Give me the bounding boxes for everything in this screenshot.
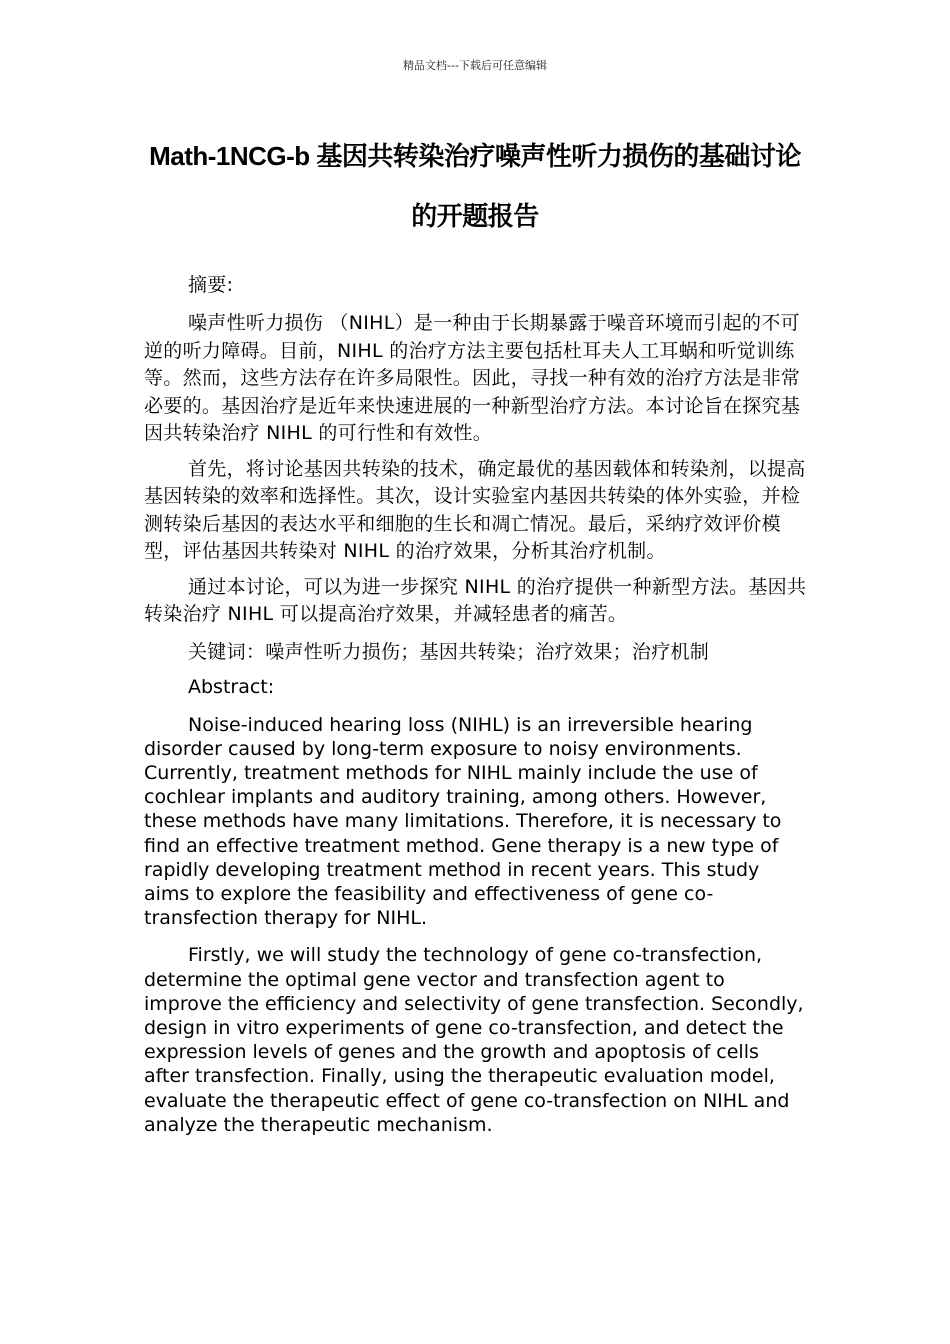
abstract-en-label: Abstract: (188, 675, 275, 698)
abstract-cn-label: 摘要: (188, 274, 234, 296)
abstract-en-paragraph: Firstly, we will study the technology of gene co-transfection, determine the optimal gene vector and transfection agent to improve the efficiency and selectivity of gene transfection. Secondly, design in vitro experiments of gene co-transfection, and detect the expression levels of genes and the growth and apoptosis of cells after transfection. Finally, using the therapeutic evaluation model, evaluate the therapeutic effect of gene co-transfection on NIHL and analyze the therapeutic mechanism. (144, 944, 804, 1136)
abstract-cn-paragraph: 通过本讨论，可以为进一步探究 NIHL 的治疗提供一种新型方法。基因共转染治疗 NIHL 可以提高治疗效果，并减轻患者的痛苦。 (144, 575, 807, 625)
abstract-cn-paragraph: 首先，将讨论基因共转染的技术，确定最优的基因载体和转染剂，以提高基因转染的效率和选择性。其次，设计实验室内基因共转染的体外实验，并检测转染后基因的表达水平和细胞的生长和凋亡情况。最后，采纳疗效评价模型，评估基因共转染对 NIHL 的治疗效果，分析其治疗机制。 (144, 457, 806, 562)
document-title: Math-1NCG-b 基因共转染治疗噪声性听力损伤的基础讨论的开题报告 (149, 141, 801, 231)
header-note: 精品文档---下载后可任意编辑 (403, 59, 547, 72)
abstract-cn-paragraph: 噪声性听力损伤 （NIHL）是一种由于长期暴露于噪音环境而引起的不可逆的听力障碍。目前，NIHL 的治疗方法主要包括杜耳夫人工耳蜗和听觉训练等。然而，这些方法存在许多局限性。因此，寻找一种有效的治疗方法是非常必要的。基因治疗是近年来快速进展的一种新型治疗方法。本讨论旨在探究基因共转染治疗 NIHL 的可行性和有效性。 (144, 312, 801, 444)
abstract-en-paragraph: Noise-induced hearing loss (NIHL) is an irreversible hearing disorder caused by long-term exposure to noisy environments. Currently, treatment methods for NIHL mainly include the use of cochlear implants and auditory training, among others. However, these methods have many limitations. Therefore, it is necessary to find an effective treatment method. Gene therapy is a new type of rapidly developing treatment method in recent years. This study aims to explore the feasibility and effectiveness of gene co-transfection therapy for NIHL. (144, 713, 782, 930)
document-body (144, 270, 808, 1150)
keywords: 关键词：噪声性听力损伤；基因共转染；治疗效果；治疗机制 (188, 640, 710, 663)
